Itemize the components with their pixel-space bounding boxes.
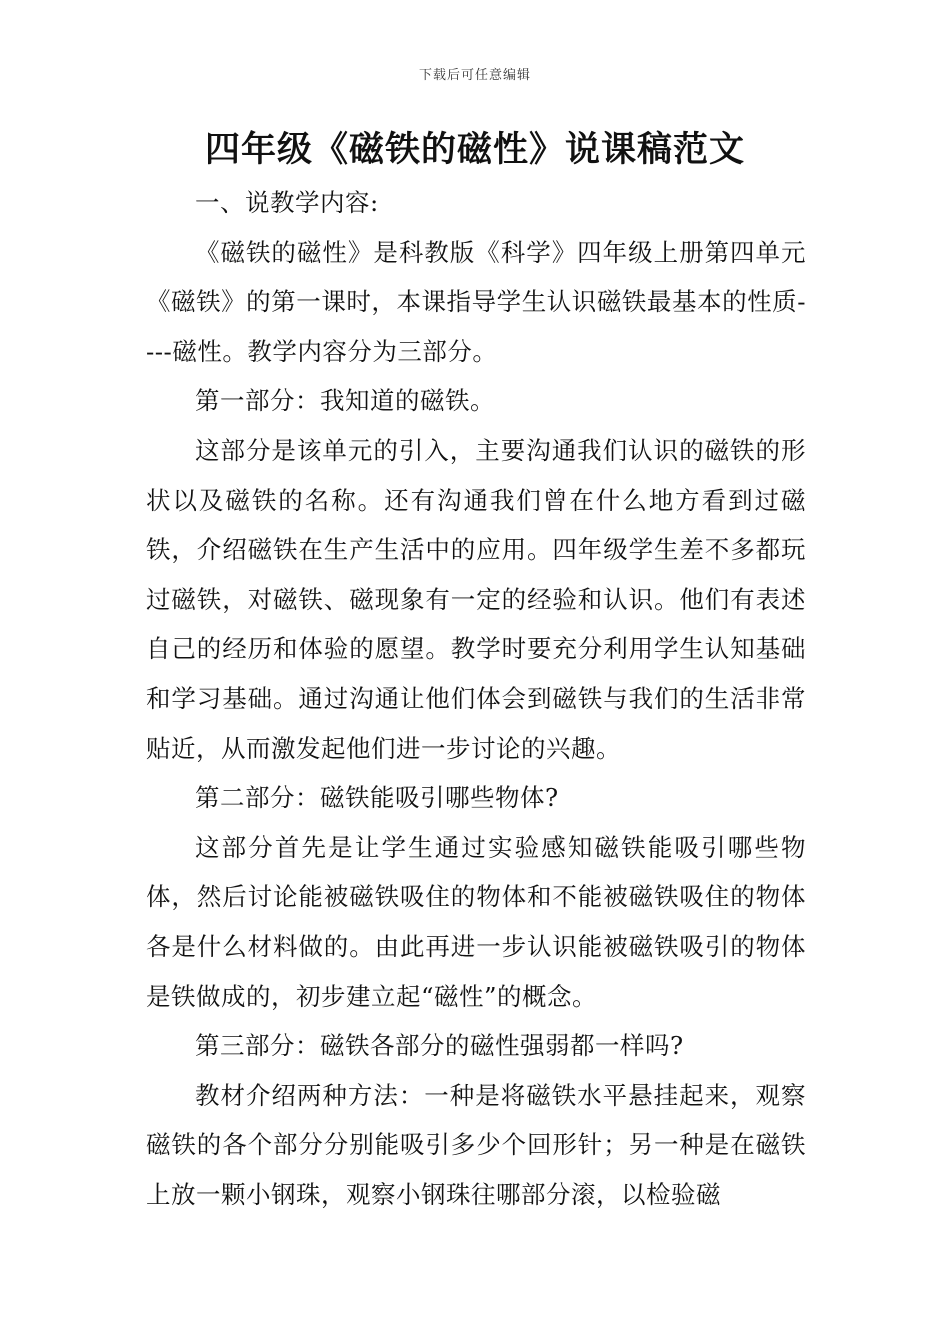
paragraph-part-two: 这部分首先是让学生通过实验感知磁铁能吸引哪些物体，然后讨论能被磁铁吸住的物体和不能被磁铁吸住的物体各是什么材料做的。由此再进一步认识能被磁铁吸引的物体是铁做成的，初步建立起“磁性”的概念。	[146, 832, 806, 1011]
section-heading-teaching-content: 一、说教学内容:	[195, 188, 379, 217]
paragraph-part-one: 这部分是该单元的引入，主要沟通我们认识的磁铁的形状以及磁铁的名称。还有沟通我们曾在什么地方看到过磁铁，介绍磁铁在生产生活中的应用。四年级学生差不多都玩过磁铁，对磁铁、磁现象有一定的经验和认识。他们有表述自己的经历和体验的愿望。教学时要充分利用学生认知基础和学习基础。通过沟通让他们体会到磁铁与我们的生活非常贴近，从而激发起他们进一步讨论的兴趣。	[146, 435, 806, 763]
document-title: 四年级《磁铁的磁性》说课稿范文	[204, 129, 745, 170]
part-two-heading: 第二部分：磁铁能吸引哪些物体?	[195, 783, 559, 813]
document-body	[146, 178, 806, 1219]
part-three-heading: 第三部分：磁铁各部分的磁性强弱都一样吗?	[195, 1031, 684, 1061]
header-note: 下载后可任意编辑	[418, 68, 531, 83]
paragraph-intro: 《磁铁的磁性》是科教版《科学》四年级上册第四单元《磁铁》的第一课时，本课指导学生认识磁铁最基本的性质----磁性。教学内容分为三部分。	[146, 237, 806, 366]
paragraph-part-three: 教材介绍两种方法：一种是将磁铁水平悬挂起来，观察磁铁的各个部分分别能吸引多少个回形针；另一种是在磁铁上放一颗小钢珠，观察小钢珠往哪部分滚，以检验磁	[146, 1080, 806, 1209]
part-one-heading: 第一部分：我知道的磁铁。	[195, 386, 495, 416]
